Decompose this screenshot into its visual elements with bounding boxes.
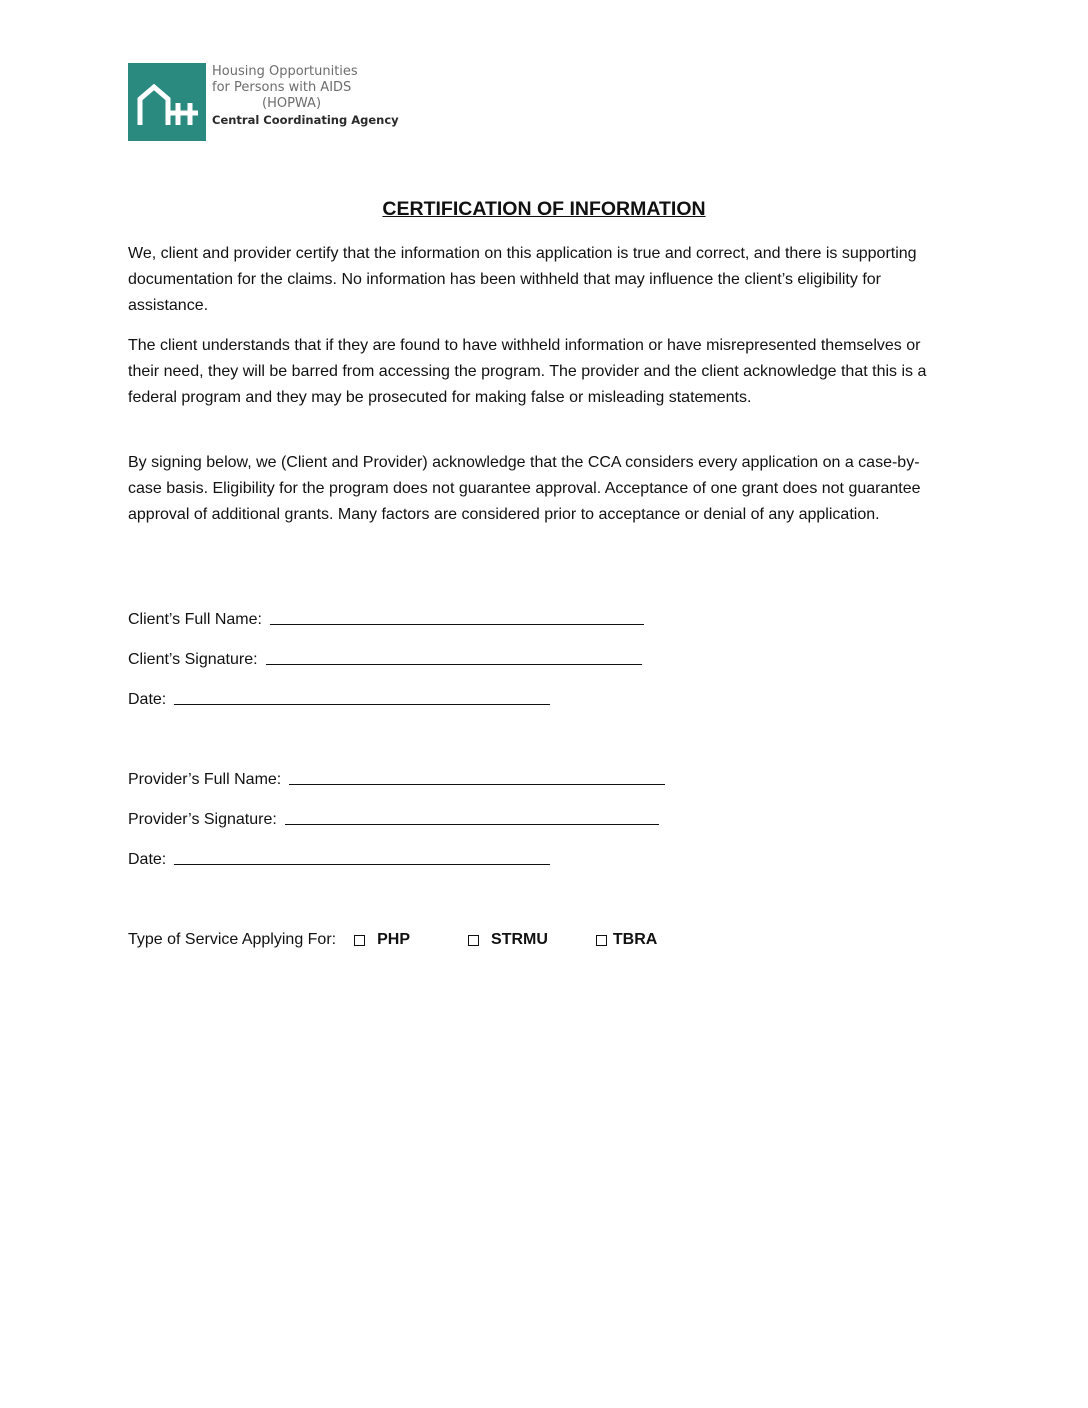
client-date-line[interactable] xyxy=(174,703,550,705)
paragraph-certification: We, client and provider certify that the information on this application is true and correct, and there is supporting documentation for the claims. No information has been withheld that may influence the client’s eligibility for assistance. xyxy=(128,245,917,314)
paragraph-withheld-info: The client understands that if they are found to have withheld information or have misrepresented themselves or their need, they will be barred from accessing the program. The provider and the client acknowledge that this is a federal program and they may be prosecuted for making false or misleading statements. xyxy=(128,337,927,406)
tbra-checkbox[interactable] xyxy=(596,935,607,946)
php-checkbox[interactable] xyxy=(354,935,365,946)
logo-line-4: Central Coordinating Agency xyxy=(212,113,399,127)
provider-name-line[interactable] xyxy=(289,783,665,785)
provider-name-label: Provider’s Full Name: xyxy=(128,771,282,788)
provider-signature-field xyxy=(128,807,659,829)
client-name-line[interactable] xyxy=(270,623,644,625)
client-signature-field xyxy=(128,647,642,669)
house-logo-icon xyxy=(128,63,206,141)
provider-date-line[interactable] xyxy=(174,863,550,865)
logo-text xyxy=(212,64,399,128)
hopwa-logo xyxy=(128,63,399,141)
provider-date-field xyxy=(128,847,550,869)
page-title: CERTIFICATION OF INFORMATION xyxy=(382,198,706,220)
provider-signature-line[interactable] xyxy=(285,823,659,825)
provider-signature-label: Provider’s Signature: xyxy=(128,811,277,828)
client-date-field xyxy=(128,687,550,709)
client-name-label: Client’s Full Name: xyxy=(128,611,262,628)
client-date-label: Date: xyxy=(128,691,167,708)
logo-line-2: for Persons with AIDS xyxy=(212,80,352,95)
logo-line-3: (HOPWA) xyxy=(262,96,322,111)
provider-date-label: Date: xyxy=(128,851,167,868)
client-signature-label: Client’s Signature: xyxy=(128,651,258,668)
client-name-field xyxy=(128,607,644,629)
service-type-row xyxy=(128,929,657,951)
strmu-option-label: STRMU xyxy=(491,931,548,948)
strmu-checkbox[interactable] xyxy=(468,935,479,946)
provider-name-field xyxy=(128,767,665,789)
logo-line-1: Housing Opportunities xyxy=(212,64,358,79)
tbra-option-label: TBRA xyxy=(612,931,658,948)
client-signature-line[interactable] xyxy=(266,663,642,665)
service-type-label: Type of Service Applying For: xyxy=(128,931,337,948)
paragraph-acknowledgement: By signing below, we (Client and Provider) acknowledge that the CCA considers every application on a case-by-case basis. Eligibility for the program does not guarantee approval. Acceptance of one grant does not guarantee approval of additional grants. Many factors are considered prior to acceptance or denial of any application. xyxy=(128,454,921,523)
php-option-label: PHP xyxy=(377,931,411,948)
